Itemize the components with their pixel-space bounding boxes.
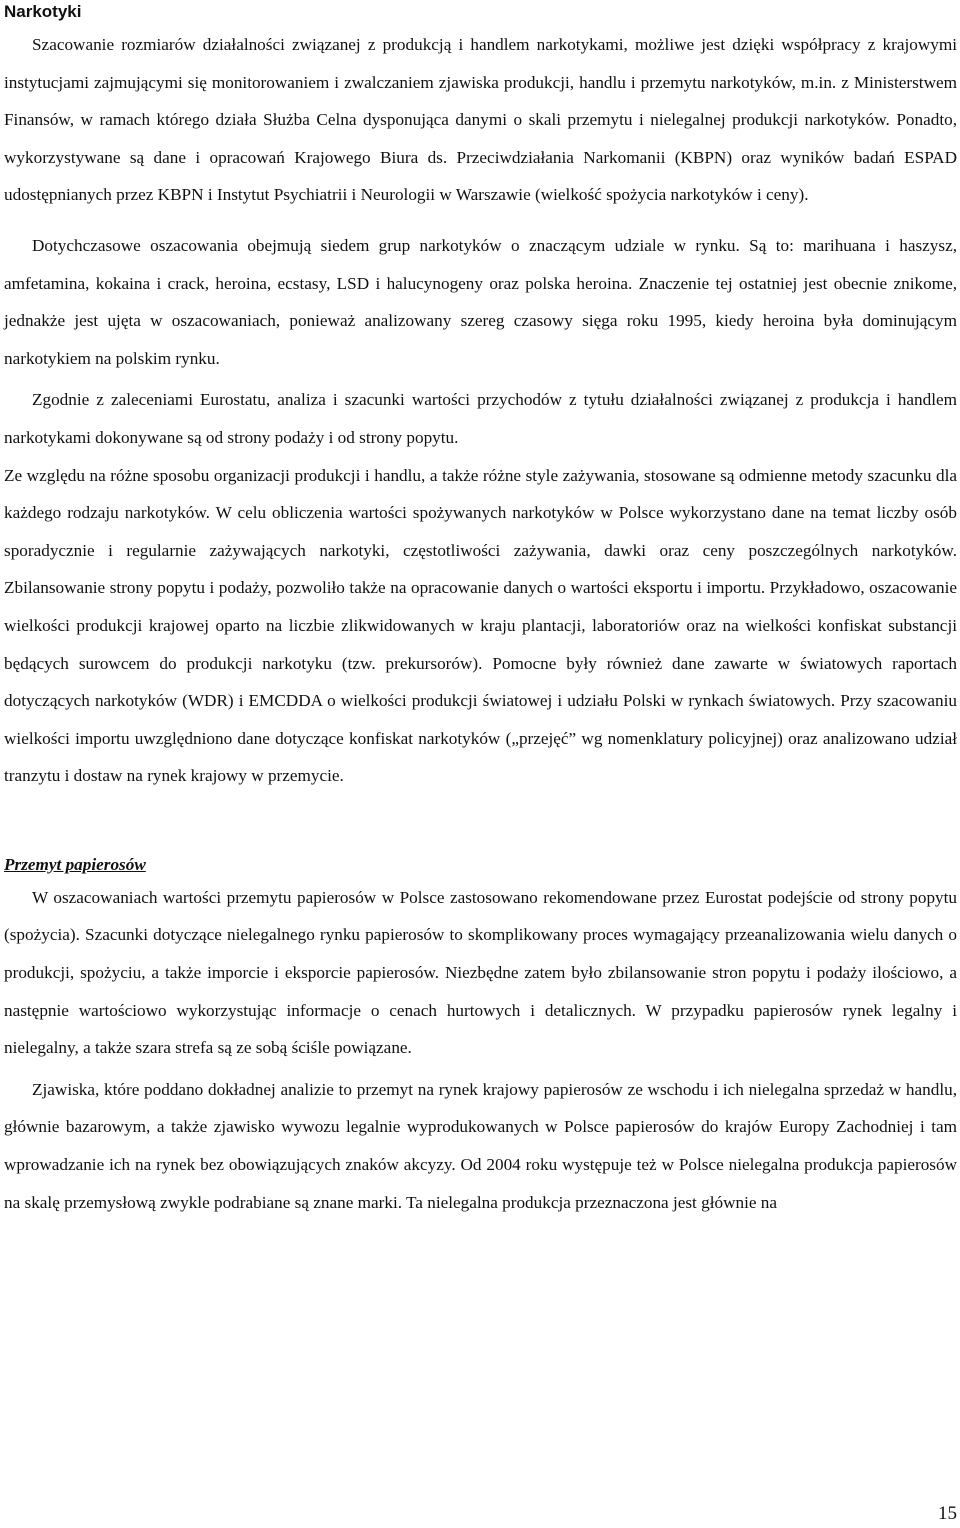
section-heading-przemyt-papierosow: Przemyt papierosów — [4, 854, 146, 874]
paragraph-drug-groups: Dotychczasowe oszacowania obejmują siedem grup narkotyków o znaczącym udziale w rynku. Są to: marihuana i haszysz, amfetamina, kokaina i crack, heroina, ecstasy, LSD i halucynogeny oraz polska heroina. Znaczenie tej ostatniej jest obecnie znikome, jednakże jest ujęta w oszacowaniach, ponieważ analizowany szereg czasowy sięga roku 1995, kiedy heroina była dominującym narkotykiem na polskim rynku. — [4, 235, 957, 368]
paragraph-methods: Ze względu na różne sposobu organizacji produkcji i handlu, a także różne style zażywania, stosowane są odmienne metody szacunku dla każdego rodzaju narkotyków. W celu obliczenia wartości spożywanych narkotyków w Polsce wykorzystano dane na temat liczby osób sporadycznie i regularnie zażywających narkotyki, częstotliwości zażywania, dawki oraz ceny poszczególnych narkotyków. Zbilansowanie strony popytu i podaży, pozwoliło także na opracowanie danych o wartości eksportu i importu. Przykładowo, oszacowanie wielkości produkcji krajowej oparto na liczbie zlikwidowanych w kraju plantacji, laboratoriów oraz na wielkości konfiskat substancji będących surowcem do produkcji narkotyku (tzw. prekursorów). Pomocne były również dane zawarte w światowych raportach dotyczących narkotyków (WDR) i EMCDDA o wielkości produkcji światowej i udziału Polski w rynkach światowych. Przy szacowaniu wielkości importu uwzględniono dane dotyczące konfiskat narkotyków („przejęć” wg nomenklatury policyjnej) oraz analizowano udział tranzytu i dostaw na rynek krajowy w przemycie. — [4, 465, 957, 786]
paragraph-cigarettes-demand: W oszacowaniach wartości przemytu papierosów w Polsce zastosowano rekomendowane przez Eurostat podejście od strony popytu (spożycia). Szacunki dotyczące nielegalnego rynku papierosów to skomplikowany proces wymagający przeanalizowania wielu danych o produkcji, spożyciu, a także imporcie i eksporcie papierosów. Niezbędne zatem było zbilansowanie stron popytu i podaży ilościowo, a następnie wartościowo wykorzystując informacje o cenach hurtowych i detalicznych. W przypadku papierosów rynek legalny i nielegalny, a także szara strefa są ze sobą ściśle powiązane. — [4, 887, 957, 1058]
page-number: 15 — [938, 1503, 957, 1524]
paragraph-cigarettes-phenomena: Zjawiska, które poddano dokładnej analizie to przemyt na rynek krajowy papierosów ze wschodu i ich nielegalna sprzedaż w handlu, głównie bazarowym, a także zjawisko wywozu legalnie wyprodukowanych w Polsce papierosów do krajów Europy Zachodniej i tam wprowadzanie ich na rynek bez obowiązujących znaków akcyzy. Od 2004 roku występuje też w Polsce nielegalna produkcja papierosów na skalę przemysłową zwykle podrabiane są znane marki. Ta nielegalna produkcja przeznaczona jest głównie na — [4, 1079, 957, 1212]
paragraph-intro: Szacowanie rozmiarów działalności związanej z produkcją i handlem narkotykami, możliwe jest dzięki współpracy z krajowymi instytucjami zajmującymi się monitorowaniem i zwalczaniem zjawiska produkcji, handlu i przemytu narkotyków, m.in. z Ministerstwem Finansów, w ramach którego działa Służba Celna dysponująca danymi o skali przemytu i nielegalnej produkcji narkotyków. Ponadto, wykorzystywane są dane i opracowań Krajowego Biura ds. Przeciwdziałania Narkomanii (KBPN) oraz wyników badań ESPAD udostępnianych przez KBPN i Instytut Psychiatrii i Neurologii w Warszawie (wielkość spożycia narkotyków i ceny). — [4, 35, 957, 205]
document-page — [4, 0, 957, 1221]
section-heading-narkotyki: Narkotyki — [4, 2, 82, 21]
paragraph-eurostat: Zgodnie z zaleceniami Eurostatu, analiza i szacunki wartości przychodów z tytułu działalności związanej z produkcja i handlem narkotykami dokonywane są od strony podaży i od strony popytu. — [4, 390, 957, 447]
